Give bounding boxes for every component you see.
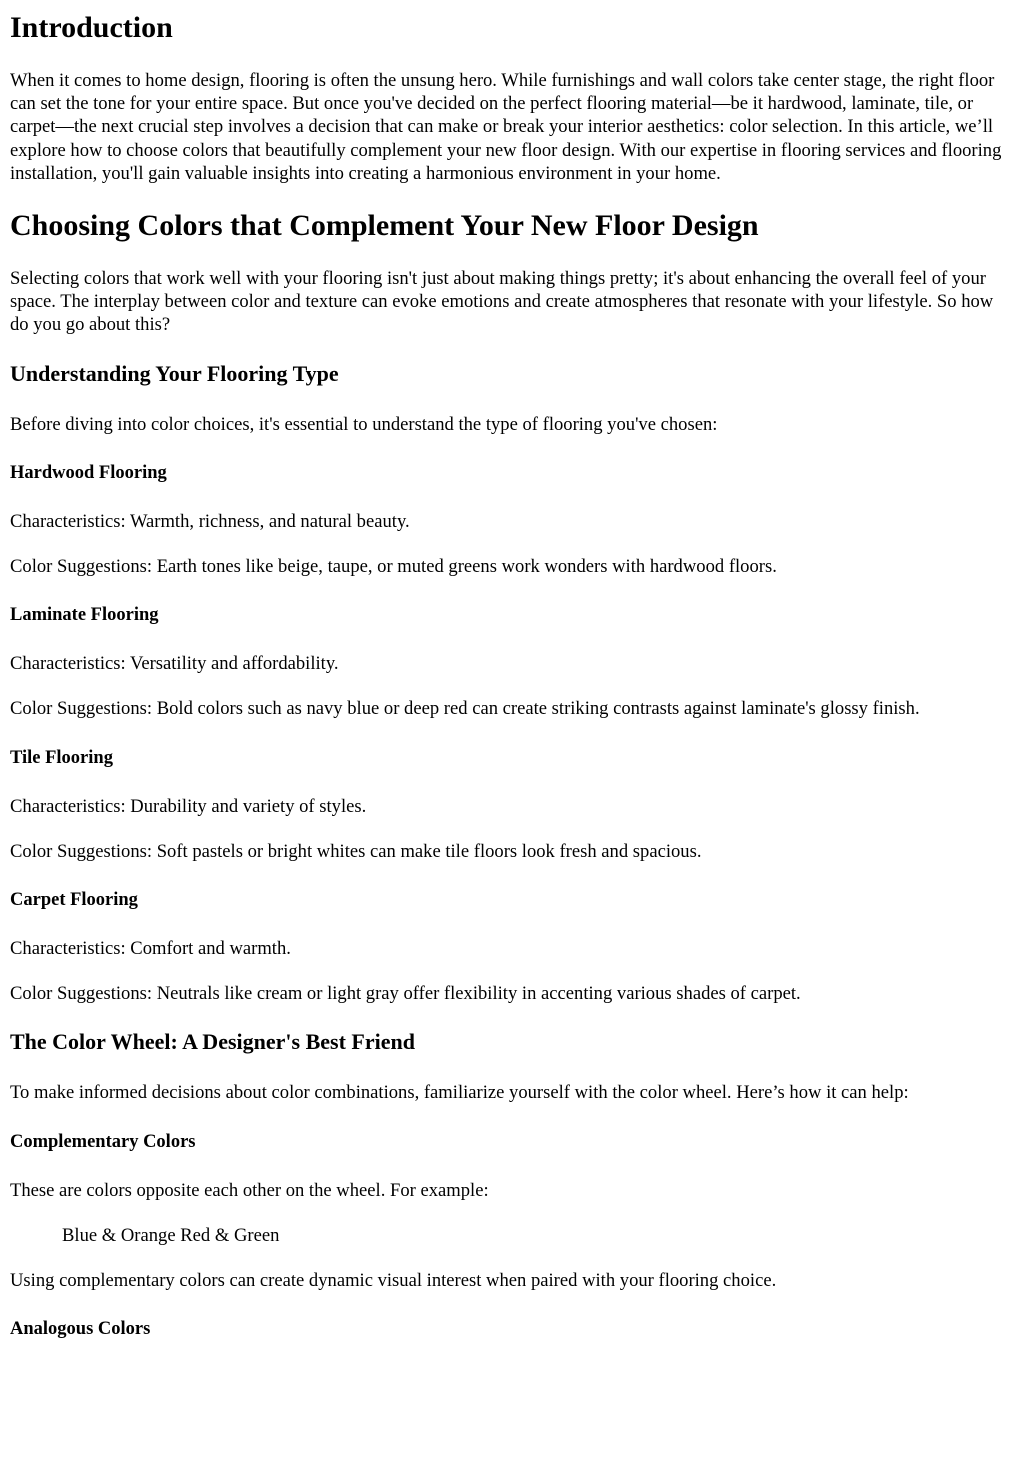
tile-heading: Tile Flooring: [10, 747, 113, 768]
complementary-paragraph: These are colors opposite each other on the wheel. For example:: [10, 1179, 489, 1201]
complementary-followup: Using complementary colors can create dynamic visual interest when paired with your flooring choice.: [10, 1270, 777, 1292]
article: [0, 11, 1024, 1340]
complementary-example: Blue & Orange Red & Green: [62, 1224, 280, 1246]
flooring-type-heading: Understanding Your Flooring Type: [10, 360, 339, 386]
intro-paragraph: When it comes to home design, flooring is often the unsung hero. While furnishings and wall colors take center stage, the right floor can set the tone for your entire space. But once you've decided on the perfect flooring material—be it hardwood, laminate, tile, or carpet—the next crucial step involves a decision that can make or break your interior aesthetics: color selection. In this article, we’ll explore how to choose colors that beautifully complement your new floor design. With our expertise in flooring services and flooring installation, you'll gain valuable insights into creating a harmonious environment in your home.: [10, 70, 1002, 184]
complementary-heading: Complementary Colors: [10, 1131, 196, 1152]
color-wheel-heading: The Color Wheel: A Designer's Best Friend: [10, 1029, 415, 1055]
carpet-suggestions: Color Suggestions: Neutrals like cream or light gray offer flexibility in accenting various shades of carpet.: [10, 983, 801, 1005]
carpet-heading: Carpet Flooring: [10, 890, 138, 911]
hardwood-heading: Hardwood Flooring: [10, 462, 167, 483]
main-heading: Choosing Colors that Complement Your New Floor Design: [10, 209, 759, 243]
carpet-characteristics: Characteristics: Comfort and warmth.: [10, 938, 291, 960]
color-wheel-paragraph: To make informed decisions about color combinations, familiarize yourself with the color wheel. Here’s how it can help:: [10, 1082, 909, 1104]
laminate-suggestions: Color Suggestions: Bold colors such as navy blue or deep red can create striking contrasts against laminate's glossy finish.: [10, 698, 920, 720]
intro-heading: Introduction: [10, 11, 173, 44]
analogous-heading: Analogous Colors: [10, 1319, 151, 1340]
hardwood-suggestions: Color Suggestions: Earth tones like beige, taupe, or muted greens work wonders with hardwood floors.: [10, 556, 777, 578]
flooring-type-paragraph: Before diving into color choices, it's essential to understand the type of flooring you've chosen:: [10, 413, 718, 435]
tile-suggestions: Color Suggestions: Soft pastels or bright whites can make tile floors look fresh and spacious.: [10, 840, 702, 862]
laminate-heading: Laminate Flooring: [10, 605, 159, 626]
laminate-characteristics: Characteristics: Versatility and affordability.: [10, 653, 339, 675]
tile-characteristics: Characteristics: Durability and variety of styles.: [10, 795, 367, 817]
main-paragraph: Selecting colors that work well with your flooring isn't just about making things pretty; it's about enhancing the overall feel of your space. The interplay between color and texture can evoke emotions and create atmospheres that resonate with your lifestyle. So how do you go about this?: [10, 268, 994, 336]
hardwood-characteristics: Characteristics: Warmth, richness, and natural beauty.: [10, 510, 410, 532]
